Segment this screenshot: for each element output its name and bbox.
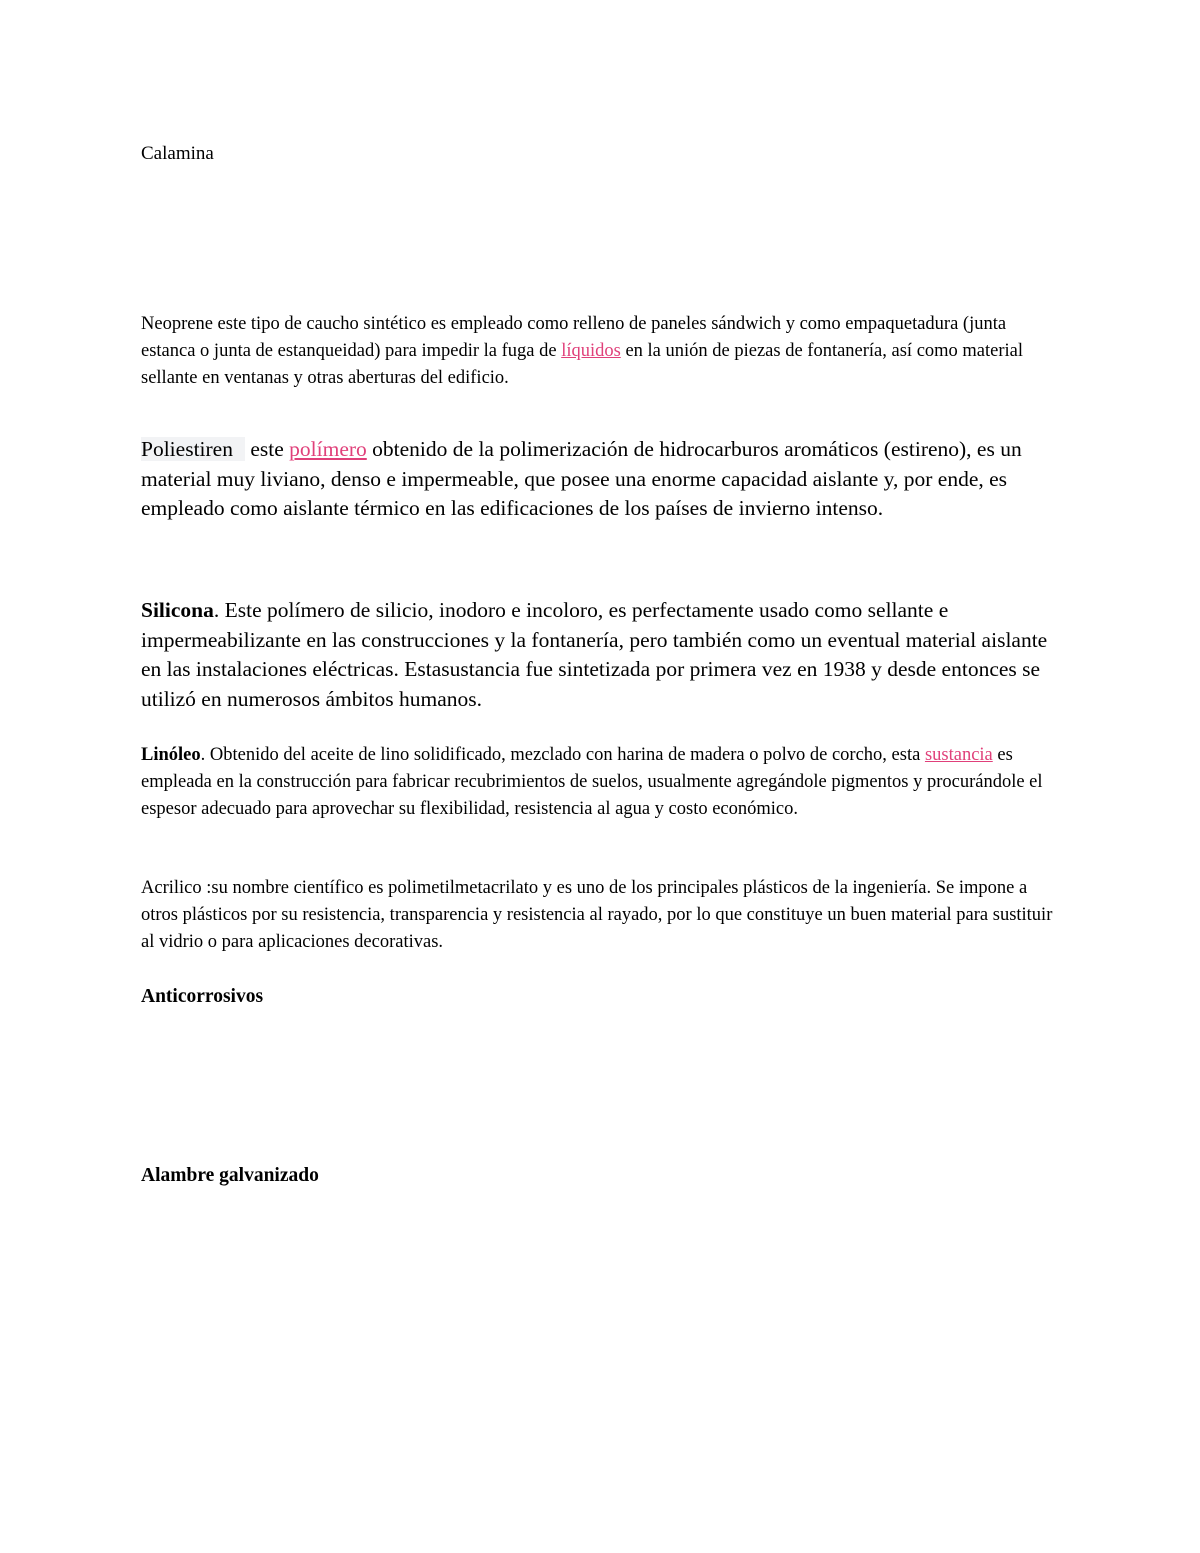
neoprene-text-2: en la unión de piezas de fontanería, así como material sellante en ventanas y otras aberturas del edificio.	[141, 341, 1024, 388]
acrilico-paragraph	[141, 875, 1061, 956]
linoleo-paragraph	[141, 742, 1061, 823]
poliestiren-paragraph	[141, 435, 1061, 524]
polimero-link[interactable]: polímero	[289, 437, 367, 461]
liquidos-link[interactable]: líquidos	[561, 341, 621, 361]
calamina-title	[141, 141, 1061, 167]
anticorrosivos-heading	[141, 983, 1061, 1011]
neoprene-paragraph	[141, 311, 1061, 392]
poliestiren-text-2: obtenido de la polimerización de hidrocarburos aromáticos (estireno), es un material muy liviano, denso e impermeable, que posee una enorme capacidad aislante y, por ende, es empleado como aislante térmico en las edificaciones de los países de invierno intenso.	[141, 437, 1022, 520]
linoleo-text-2: es empleada en la construcción para fabricar recubrimientos de suelos, usualmente agregándole pigmentos y procurándole el espesor adecuado para aprovechar su flexibilidad, resistencia al agua y costo económico.	[141, 745, 1043, 819]
alambre-heading	[141, 1162, 1061, 1190]
sustancia-link[interactable]: sustancia	[924, 745, 993, 765]
calamina-title-text: Calamina	[141, 143, 214, 164]
silicona-paragraph	[141, 596, 1061, 714]
poliestiren-text-1: este	[244, 437, 290, 461]
linoleo-term: Linóleo	[141, 745, 201, 765]
alambre-heading-text: Alambre galvanizado	[141, 1165, 319, 1186]
poliestiren-term: Poliestiren	[141, 437, 245, 461]
acrilico-text: Acrilico :su nombre científico es polimetilmetacrilato y es uno de los principales plásticos de la ingeniería. Se impone a otros plásticos por su resistencia, transparencia y resistencia al rayado, por lo que constituye un buen material para sustituir al vidrio o para aplicaciones decorativas.	[141, 878, 1053, 952]
anticorrosivos-heading-text: Anticorrosivos	[141, 986, 264, 1007]
linoleo-text-1: . Obtenido del aceite de lino solidificado, mezclado con harina de madera o polvo de corcho, esta	[200, 745, 925, 765]
silicona-text: . Este polímero de silicio, inodoro e incoloro, es perfectamente usado como sellante e impermeabilizante en las construcciones y la fontanería, pero también como un eventual material aislante en las instalaciones eléctricas. Estasustancia fue sintetizada por primera vez en 1938 y desde entonces se utilizó en numerosos ámbitos humanos.	[141, 598, 1048, 711]
neoprene-text-1: Neoprene este tipo de caucho sintético es empleado como relleno de paneles sándwich y como empaquetadura (junta estanca o junta de estanqueidad) para impedir la fuga de	[141, 314, 1007, 361]
silicona-term: Silicona	[141, 598, 214, 622]
